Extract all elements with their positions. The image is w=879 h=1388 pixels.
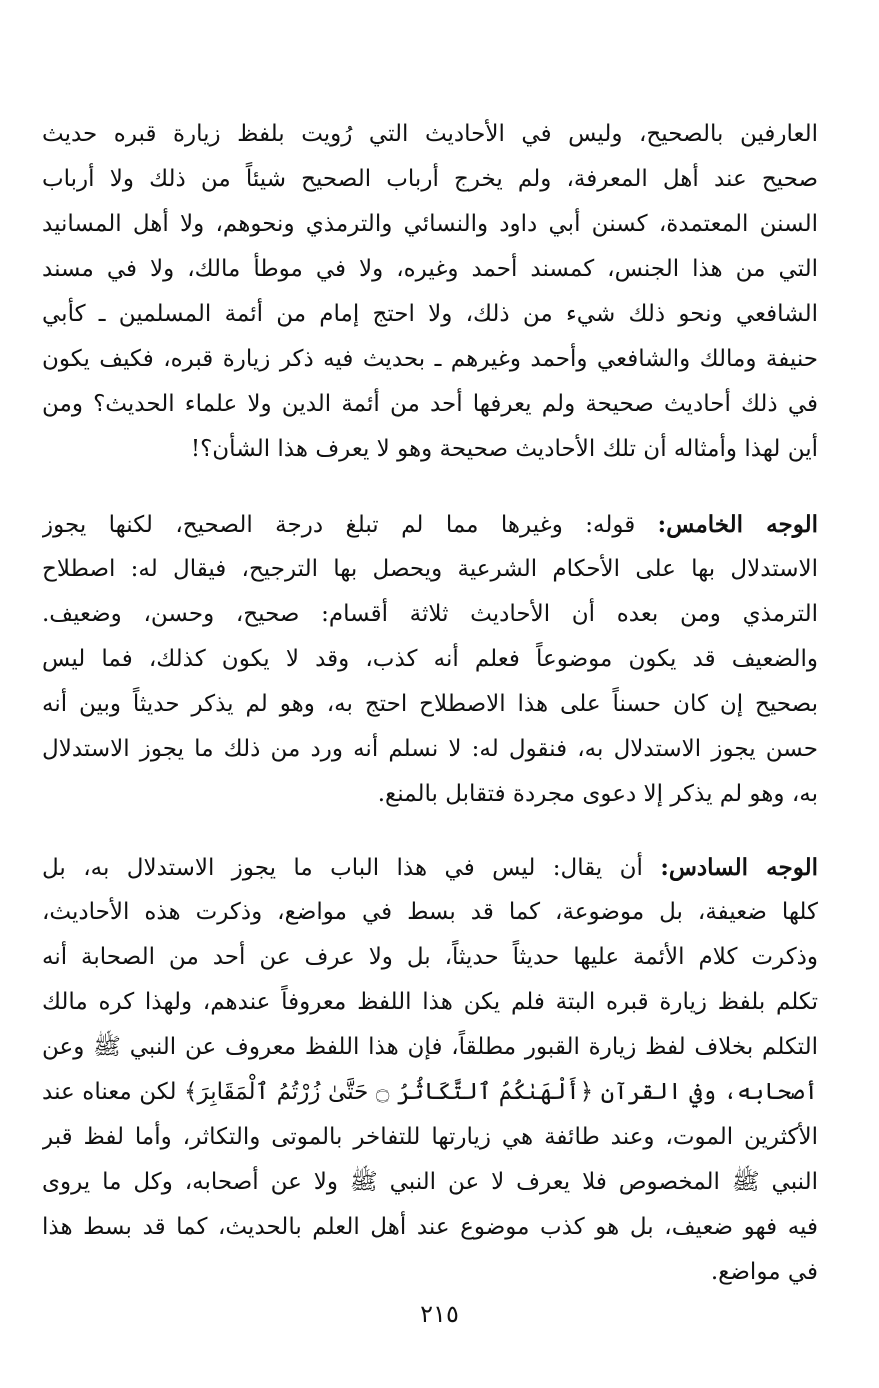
text-line: الاستدلال بها على الأحكام الشرعية ويحصل بها الترجيح، فيقال له: اصطلاح [42, 556, 818, 582]
text-line: في ذلك أحاديث صحيحة ولم يعرفها أحد من أئمة الدين ولا علماء الحديث؟ ومن [42, 391, 818, 417]
page-body [42, 112, 818, 1295]
text-line: به، وهو لم يذكر إلا دعوى مجردة فتقابل بالمنع. [377, 781, 818, 807]
text-line: التي من هذا الجنس، كمسند أحمد وغيره، ولا في موطأ مالك، ولا في مسند [42, 256, 818, 282]
text-line: العارفين بالصحيح، وليس في الأحاديث التي رُويت بلفظ زيارة قبره حديث [42, 121, 818, 147]
text-line: الشافعي ونحو ذلك شيء من ذلك، ولا احتج إمام من أئمة المسلمين ـ كأبي [42, 301, 818, 327]
paragraph-3 [42, 845, 818, 1295]
text-line: الترمذي ومن بعده أن الأحاديث ثلاثة أقسام: صحيح، وحسن، وضعيف. [42, 601, 818, 627]
text-line: النبي ﷺ المخصوص فلا يعرف لا عن النبي ﷺ ولا عن أصحابه، وكل ما يروى [42, 1169, 818, 1195]
text-line: بصحيح إن كان حسناً على هذا الاصطلاح احتج به، وهو لم يذكر حديثاً وبين أنه [42, 691, 818, 717]
text-line: حسن يجوز الاستدلال به، فنقول له: لا نسلم أنه ورد من ذلك ما يجوز الاستدلال [42, 736, 818, 762]
text-line-fragment: قوله: وغيرها مما لم تبلغ درجة الصحيح، لكنها يجوز [42, 512, 636, 538]
paragraph-2 [42, 502, 818, 817]
section-heading: الوجه السادس: [660, 854, 818, 881]
text-line: أين لهذا وأمثاله أن تلك الأحاديث صحيحة وهو لا يعرف هذا الشأن؟! [190, 436, 818, 462]
text-line: في مواضع. [710, 1259, 818, 1285]
text-line: أصحابه، وفي القرآن ﴿أَلْهَىٰكُمُ ٱلتَّكَاثُرُ ۝ حَتَّىٰ زُرْتُمُ ٱلْمَقَابِرَ﴾ لكن معناه عند [42, 1079, 818, 1105]
page-number: ٢١٥ [420, 1300, 459, 1328]
text-line: الأكثرين الموت، وعند طائفة هي زيارتها للتفاخر بالموتى والتكاثر، وأما لفظ قبر [42, 1124, 818, 1150]
text-line: تكلم بلفظ زيارة قبره البتة فلم يكن هذا اللفظ معروفاً عندهم، ولهذا كره مالك [42, 989, 818, 1015]
text-line: كلها ضعيفة، بل موضوعة، كما قد بسط في مواضع، وذكرت هذه الأحاديث، [42, 899, 818, 925]
paragraph-spacer [42, 817, 818, 845]
text-line: وذكرت كلام الأئمة عليها حديثاً حديثاً، بل ولا عرف عن أحد من الصحابة أنه [42, 944, 818, 970]
text-line: والضعيف قد يكون موضوعاً فعلم أنه كذب، وقد لا يكون كذلك، فما ليس [42, 646, 818, 672]
text-line-with-heading [42, 845, 818, 890]
text-line: صحيح عند أهل المعرفة، ولم يخرج أرباب الصحيح شيئاً من ذلك ولا أرباب [42, 166, 818, 192]
text-line: فيه فهو ضعيف، بل هو كذب موضوع عند أهل العلم بالحديث، كما قد بسط هذا [42, 1214, 818, 1240]
text-line: السنن المعتمدة، كسنن أبي داود والنسائي والترمذي ونحوهم، ولا أهل المسانيد [42, 211, 818, 237]
text-line: التكلم بخلاف لفظ زيارة القبور مطلقاً، فإن هذا اللفظ معروف عن النبي ﷺ وعن [42, 1034, 818, 1060]
paragraph-1 [42, 112, 818, 472]
section-heading: الوجه الخامس: [657, 511, 818, 538]
text-line-fragment: أن يقال: ليس في هذا الباب ما يجوز الاستدلال به، بل [42, 855, 643, 881]
paragraph-spacer [42, 472, 818, 502]
text-line-with-heading [42, 502, 818, 547]
text-line: حنيفة ومالك والشافعي وأحمد وغيرهم ـ بحديث فيه ذكر زيارة قبره، فكيف يكون [42, 346, 818, 372]
